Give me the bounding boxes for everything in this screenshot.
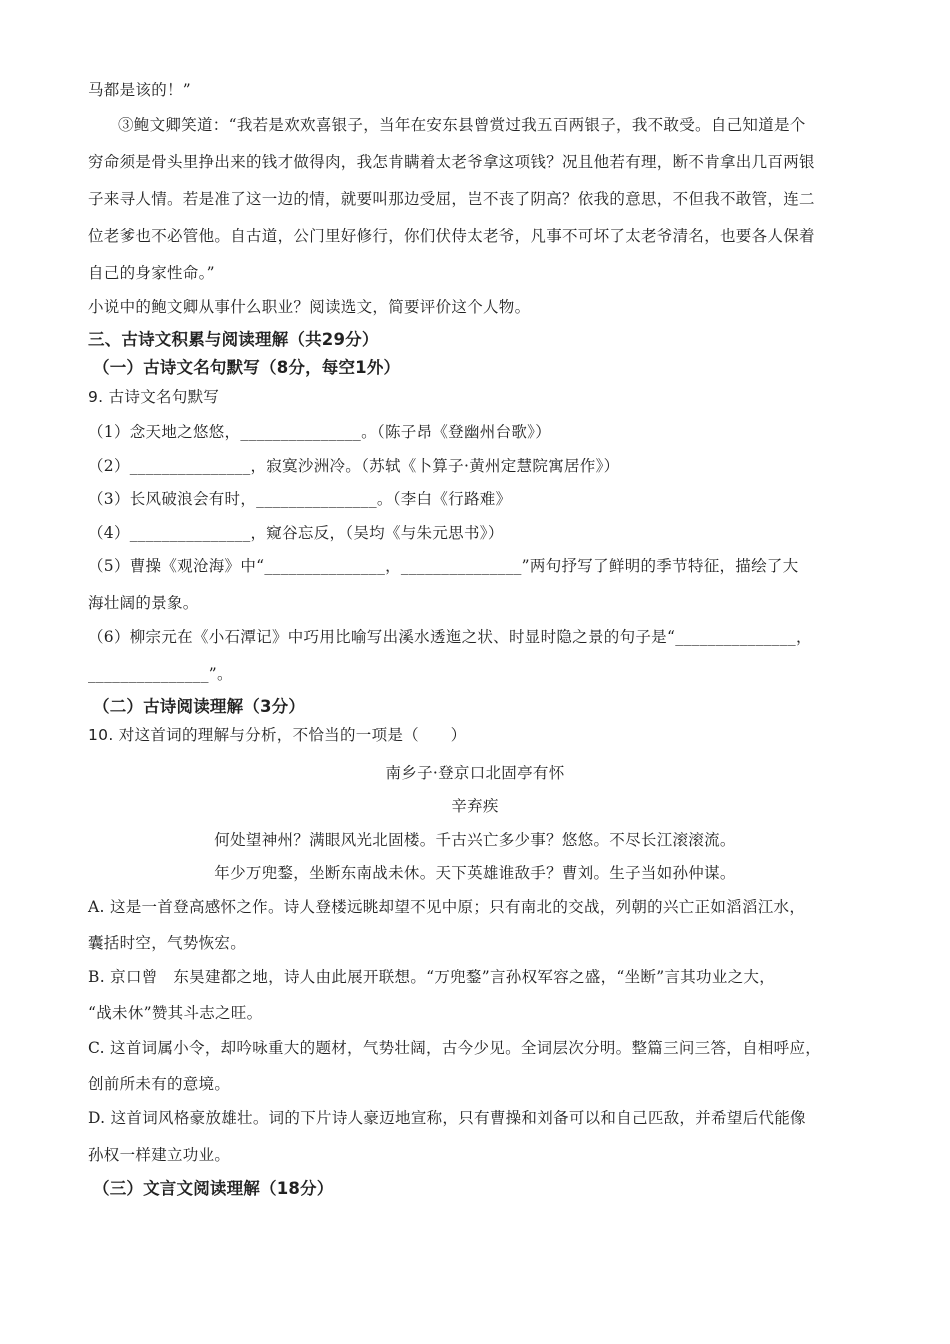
fill-blank-item: （2）_______________，寂寞沙洲冷。（苏轼《卜算子·黄州定慧院寓居作》） [88, 457, 620, 475]
poem-author: 辛弃疾 [451, 797, 499, 815]
question-9-title: 9. 古诗文名句默写 [88, 388, 220, 406]
passage-paragraph-3-line: 位老爹也不必管他。自古道，公门里好修行，你们伏侍太老爷，凡事不可坏了太老爷清名，也要各人保着 [88, 227, 815, 245]
section-3-title: 三、古诗文积累与阅读理解（共29分） [88, 330, 379, 349]
question-8-text: 小说中的鲍文卿从事什么职业？阅读选文，简要评价这个人物。 [88, 298, 531, 316]
option-b-cont: “战未休”赞其斗志之旺。 [88, 1004, 263, 1022]
poem-line: 何处望神州？满眼风光北固楼。千古兴亡多少事？悠悠。不尽长江滚滚流。 [214, 831, 736, 849]
passage-paragraph-3-line: 自己的身家性命。” [88, 264, 215, 282]
part-3-title: （三）文言文阅读理解（18分） [93, 1179, 334, 1198]
question-10-title: 10. 对这首词的理解与分析，不恰当的一项是（ ） [88, 726, 467, 744]
fill-blank-item: _______________”。 [88, 665, 233, 683]
option-a-cont: 囊括时空，气势恢宏。 [88, 934, 247, 952]
option-c: C. 这首词属小令，却吟咏重大的题材，气势壮阔，古今少见。全词层次分明。整篇三问三答，自相呼应， [88, 1039, 822, 1057]
passage-line: 马都是该的！” [88, 81, 192, 99]
fill-blank-item: 海壮阔的景象。 [88, 594, 199, 612]
fill-blank-item: （4）_______________，窥谷忘反，（吴均《与朱元思书》） [88, 524, 504, 542]
passage-paragraph-3-line: 穷命须是骨头里挣出来的钱才做得肉，我怎肯瞒着太老爷拿这项钱？况且他若有理，断不肯拿出几百两银 [88, 153, 815, 171]
option-c-cont: 创前所未有的意境。 [88, 1075, 231, 1093]
poem-line: 年少万兜鍪，坐断东南战未休。天下英雄谁敌手？曹刘。生子当如孙仲谋。 [214, 864, 736, 882]
part-2-title: （二）古诗阅读理解（3分） [93, 697, 306, 716]
fill-blank-item: （5）曹操《观沧海》中“_______________，_______________”两句抒写了鲜明的季节特征，描绘了大 [88, 557, 799, 575]
option-d-cont: 孙权一样建立功业。 [88, 1146, 231, 1164]
option-b: B. 京口曾 东昊建都之地，诗人由此展开联想。“万兜鍪”言孙权军容之盛，“坐断”言其功业之大， [88, 968, 776, 986]
option-d: D. 这首词风格豪放雄壮。词的下片诗人豪迈地宣称，只有曹操和刘备可以和自己匹敌，并希望后代能像 [88, 1109, 806, 1127]
part-1-title: （一）古诗文名句默写（8分，每空1外） [93, 358, 401, 377]
option-a: A. 这是一首登高感怀之作。诗人登楼远眺却望不见中原；只有南北的交战，列朝的兴亡正如滔滔江水， [88, 898, 806, 916]
passage-paragraph-3-line: ③鲍文卿笑道：“我若是欢欢喜银子，当年在安东县曾赏过我五百两银子，我不敢受。自己知道是个 [118, 116, 806, 134]
poem-title: 南乡子·登京口北固亭有怀 [385, 764, 565, 782]
fill-blank-item: （3）长风破浪会有时，_______________。（李白《行路难》 [88, 490, 512, 508]
fill-blank-item: （1）念天地之悠悠，_______________。（陈子昂《登幽州台歌》） [88, 423, 552, 441]
passage-paragraph-3-line: 子来寻人情。若是准了这一边的情，就要叫那边受屈，岂不丧了阴高？依我的意思，不但我不敢管，连二 [88, 190, 815, 208]
fill-blank-item: （6）柳宗元在《小石潭记》中巧用比喻写出溪水透迤之状、时显时隐之景的句子是“_______________， [88, 628, 812, 646]
